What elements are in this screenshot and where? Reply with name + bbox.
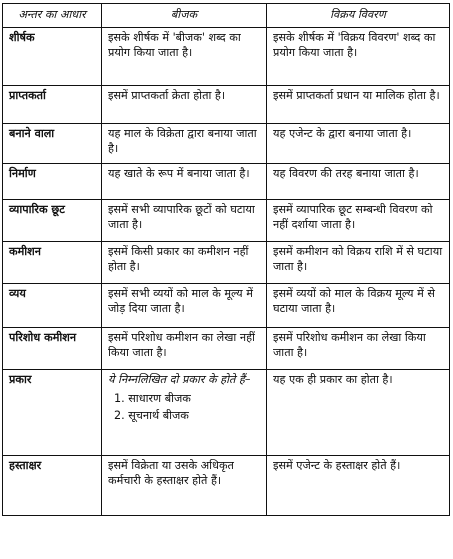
row-basis: शीर्षक — [3, 28, 102, 86]
row-basis: बनाने वाला — [3, 124, 102, 164]
row-basis: प्रकार — [3, 370, 102, 456]
row-account-sales: यह एजेन्ट के द्वारा बनाया जाता है। — [267, 124, 450, 164]
row-account-sales: यह एक ही प्रकार का होता है। — [267, 370, 450, 456]
table-row — [3, 86, 450, 124]
row-invoice: इसमें किसी प्रकार का कमीशन नहीं होता है। — [102, 242, 267, 284]
header-account-sales: विक्रय विवरण — [267, 4, 450, 28]
row-account-sales: इसके शीर्षक में 'विक्रय विवरण' शब्द का प्रयोग किया जाता है। — [267, 28, 450, 86]
row-basis: व्यापारिक छूट — [3, 200, 102, 242]
table-row — [3, 328, 450, 370]
row-invoice: इसमें विक्रेता या उसके अधिकृत कर्मचारी के हस्ताक्षर होते हैं। — [102, 456, 267, 516]
row-basis: प्राप्तकर्ता — [3, 86, 102, 124]
row-invoice: इसमें सभी व्यापारिक छूटों को घटाया जाता है। — [102, 200, 267, 242]
row-account-sales: इसमें परिशोध कमीशन का लेखा किया जाता है। — [267, 328, 450, 370]
row-account-sales: इसमें व्ययों को माल के विक्रय मूल्य में से घटाया जाता है। — [267, 284, 450, 328]
row-basis: व्यय — [3, 284, 102, 328]
row-invoice-types-cell — [102, 370, 267, 456]
row-invoice: ये निम्नलिखित दो प्रकार के होते हैं– — [108, 373, 251, 387]
row-invoice: यह माल के विक्रेता द्वारा बनाया जाता है। — [102, 124, 267, 164]
row-invoice: यह खाते के रूप में बनाया जाता है। — [102, 164, 267, 200]
table-row — [3, 284, 450, 328]
list-item: 1. साधारण बीजक — [114, 391, 191, 405]
row-account-sales: इसमें प्राप्तकर्ता प्रधान या मालिक होता है। — [267, 86, 450, 124]
row-basis: कमीशन — [3, 242, 102, 284]
table-row — [3, 370, 450, 456]
row-basis: निर्माण — [3, 164, 102, 200]
row-account-sales: इसमें कमीशन को विक्रय राशि में से घटाया जाता है। — [267, 242, 450, 284]
invoice-types-list — [108, 392, 260, 424]
row-basis: हस्ताक्षर — [3, 456, 102, 516]
table-row — [3, 456, 450, 516]
table-row — [3, 200, 450, 242]
table-row — [3, 124, 450, 164]
row-invoice: इसमें परिशोध कमीशन का लेखा नहीं किया जाता है। — [102, 328, 267, 370]
row-invoice: इसमें प्राप्तकर्ता क्रेता होता है। — [102, 86, 267, 124]
table-row — [3, 242, 450, 284]
row-account-sales: इसमें एजेन्ट के हस्ताक्षर होते हैं। — [267, 456, 450, 516]
comparison-table — [2, 3, 450, 516]
header-basis: अन्तर का आधार — [3, 4, 102, 28]
list-item: 2. सूचनार्थ बीजक — [114, 408, 189, 422]
header-row — [3, 4, 450, 28]
table-row — [3, 28, 450, 86]
header-invoice: बीजक — [102, 4, 267, 28]
row-invoice: इसमें सभी व्ययों को माल के मूल्य में जोड़ दिया जाता है। — [102, 284, 267, 328]
row-account-sales: यह विवरण की तरह बनाया जाता है। — [267, 164, 450, 200]
row-basis: परिशोध कमीशन — [3, 328, 102, 370]
row-invoice: इसके शीर्षक में 'बीजक' शब्द का प्रयोग किया जाता है। — [102, 28, 267, 86]
table-row — [3, 164, 450, 200]
row-account-sales: इसमें व्यापारिक छूट सम्बन्धी विवरण को नहीं दर्शाया जाता है। — [267, 200, 450, 242]
